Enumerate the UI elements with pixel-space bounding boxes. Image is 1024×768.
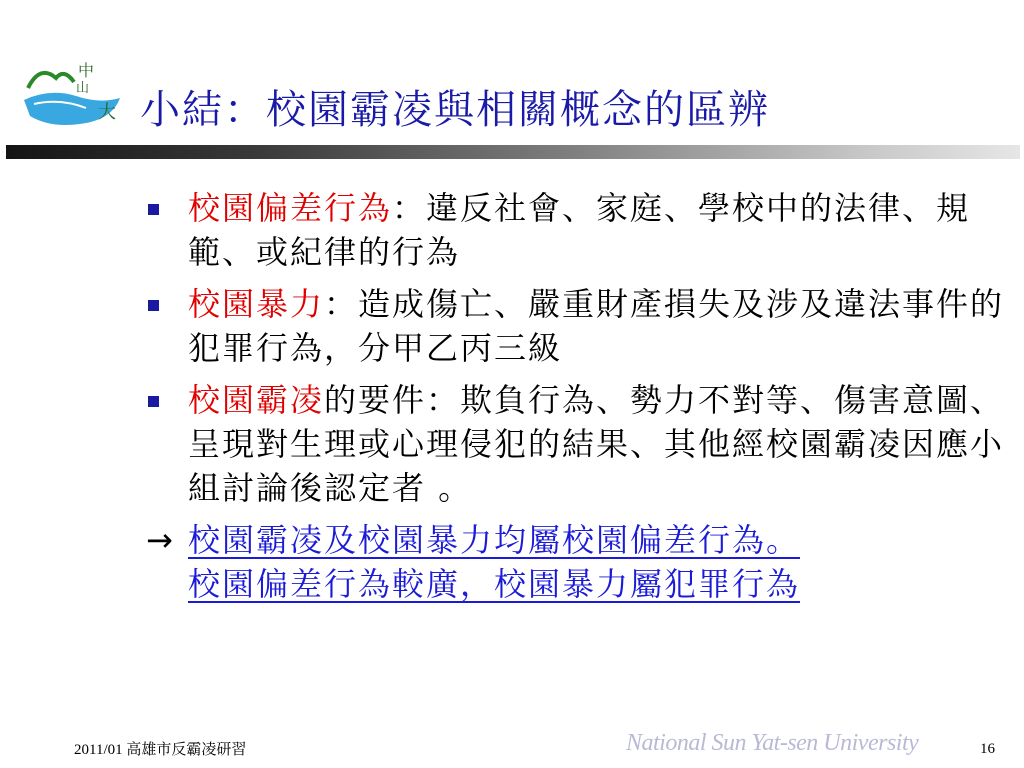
nsysu-logo-icon xyxy=(20,58,130,138)
term-school-deviance: 校園偏差行為 xyxy=(188,189,393,227)
conclusion-link-line1[interactable]: 校園霸凌及校園暴力均屬校園偏差行為。 xyxy=(188,521,801,559)
slide-content xyxy=(148,186,1008,606)
page-number: 16 xyxy=(980,741,995,757)
term-school-violence: 校園暴力 xyxy=(188,285,325,323)
square-bullet-icon xyxy=(148,300,159,311)
list-item xyxy=(148,378,1008,510)
footer-date: 2011/01 高雄市反霸凌研習 xyxy=(74,742,247,758)
right-arrow-icon: → xyxy=(146,521,175,559)
svg-text:中: 中 xyxy=(78,61,95,80)
term-school-bullying: 校園霸凌 xyxy=(188,381,325,419)
definition-school-bullying: 的要件：欺負行為、勢力不對等、傷害意圖、呈現對生理或心理侵犯的結果、其他經校園霸凌因應小組討論後認定者 。 xyxy=(188,381,1005,507)
conclusion xyxy=(148,518,1008,606)
svg-text:山: 山 xyxy=(76,81,90,96)
footer-university: National Sun Yat-sen University xyxy=(626,730,919,756)
square-bullet-icon xyxy=(148,204,159,215)
square-bullet-icon xyxy=(148,396,159,407)
list-item xyxy=(148,186,1008,274)
title-divider xyxy=(6,145,1020,159)
page-title: 小結：校園霸凌與相關概念的區辨 xyxy=(140,87,770,133)
svg-text:大: 大 xyxy=(98,102,116,123)
conclusion-link-line2[interactable]: 校園偏差行為較廣，校園暴力屬犯罪行為 xyxy=(188,565,801,603)
list-item xyxy=(148,282,1008,370)
definition-school-deviance: ：違反社會、家庭、學校中的法律、規範、或紀律的行為 xyxy=(188,189,971,271)
definition-school-violence: ：造成傷亡、嚴重財產損失及涉及違法事件的犯罪行為，分甲乙丙三級 xyxy=(188,285,1005,367)
